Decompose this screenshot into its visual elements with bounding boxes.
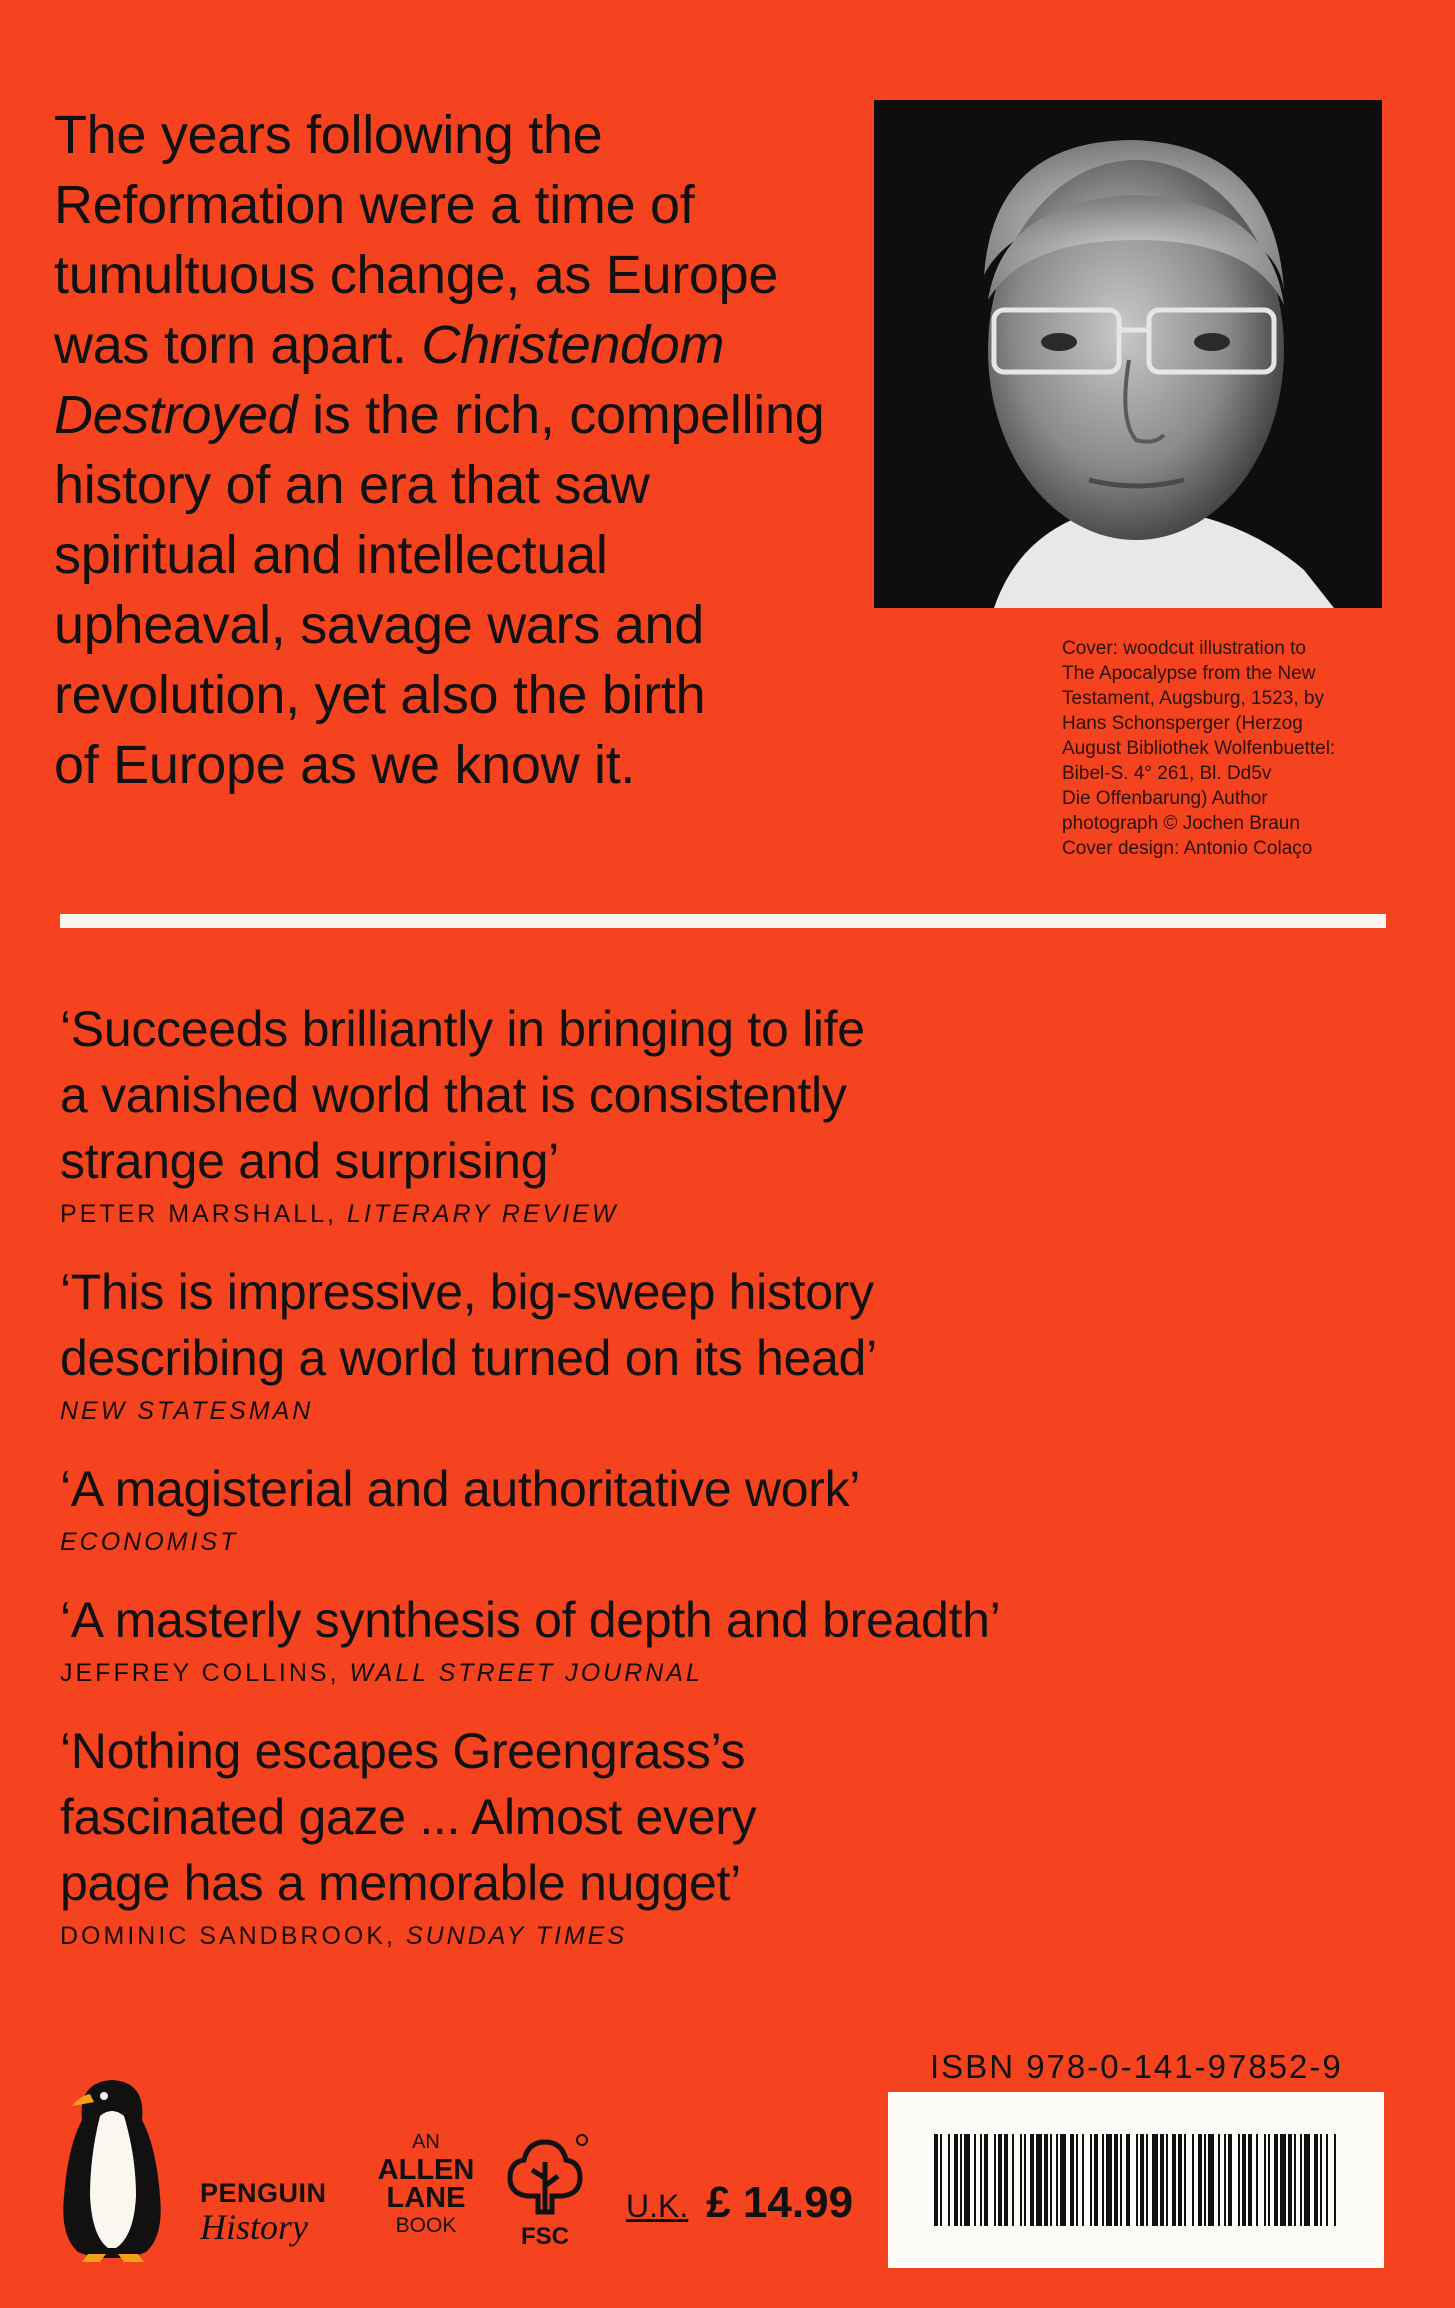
barcode-bar <box>1136 2134 1138 2226</box>
barcode-bar <box>1152 2134 1158 2226</box>
barcode-bar <box>1140 2134 1144 2226</box>
imprint-allen-lane <box>376 2128 476 2240</box>
barcode-bar <box>1056 2134 1058 2226</box>
quote-source <box>60 1659 1380 1688</box>
quote-publication: SUNDAY TIMES <box>405 1922 628 1950</box>
blurb-line: Reformation were a time of <box>54 175 695 235</box>
credit-line: August Bibliothek Wolfenbuettel: <box>1062 738 1336 759</box>
quote-line: ‘Succeeds brilliantly in bringing to life <box>60 1001 865 1057</box>
quote-author: JEFFREY COLLINS, <box>60 1659 340 1687</box>
barcode-bar <box>1050 2134 1052 2226</box>
quote-line: ‘Nothing escapes Greengrass’s <box>60 1723 746 1779</box>
blurb <box>54 100 874 800</box>
quote-line: describing a world turned on its head’ <box>60 1330 877 1386</box>
imprint-penguin: PENGUIN <box>200 2178 327 2208</box>
review-quotes <box>60 996 1380 1981</box>
barcode-bar <box>1172 2134 1176 2226</box>
barcode-bar <box>1030 2134 1034 2226</box>
blurb-line: history of an era that saw <box>54 455 650 515</box>
barcode-bar <box>954 2134 958 2226</box>
quote-author: PETER MARSHALL, <box>60 1200 338 1228</box>
barcode-bar <box>934 2134 938 2226</box>
blurb-line: of Europe as we know it. <box>54 735 636 795</box>
blurb-line: spiritual and intellectual <box>54 525 608 585</box>
barcode-bar <box>1264 2134 1266 2226</box>
blurb-line <box>54 380 874 450</box>
blurb-text: was torn apart. <box>54 315 407 375</box>
price-amount: £ 14.99 <box>706 2178 854 2227</box>
barcode-box <box>888 2092 1384 2268</box>
book-title-part: Destroyed <box>54 385 298 445</box>
barcode-bar <box>964 2134 970 2226</box>
barcode-bar <box>994 2134 996 2226</box>
isbn-label: ISBN 978-0-141-97852-9 <box>930 2048 1343 2085</box>
barcode-bar <box>1208 2134 1214 2226</box>
blurb-text: is the rich, compelling <box>312 385 825 445</box>
quote-line: a vanished world that is consistently <box>60 1067 847 1123</box>
barcode-bar <box>1024 2134 1026 2226</box>
penguin-logo-icon <box>60 2076 164 2262</box>
quote-author: DOMINIC SANDBROOK, <box>60 1922 396 1950</box>
review-quote <box>60 1259 1380 1426</box>
barcode-bar <box>1060 2134 1066 2226</box>
blurb-line: The years following the <box>54 105 603 165</box>
credit-line: Cover design: Antonio Colaço <box>1062 838 1313 859</box>
barcode-bar <box>1288 2134 1292 2226</box>
barcode-bar <box>1020 2134 1022 2226</box>
barcode-bar <box>1248 2134 1252 2226</box>
barcode-bar <box>980 2134 982 2226</box>
quote-line: ‘A masterly synthesis of depth and breadth’ <box>60 1592 1001 1648</box>
barcode-bar <box>1224 2134 1226 2226</box>
barcode-bar <box>1166 2134 1168 2226</box>
barcode-bar <box>1094 2134 1098 2226</box>
barcode-bar <box>960 2134 962 2226</box>
barcode-bar <box>1114 2134 1118 2226</box>
barcode-bar <box>1082 2134 1084 2226</box>
quote-source <box>60 1397 1380 1426</box>
quote-line: ‘This is impressive, big-sweep history <box>60 1264 874 1320</box>
barcode-bar <box>1004 2134 1008 2226</box>
price-region: U.K. <box>626 2188 689 2224</box>
barcode-bar <box>1304 2134 1310 2226</box>
fsc-label: FSC <box>521 2223 569 2250</box>
barcode-bar <box>1300 2134 1302 2226</box>
barcode-bar <box>1280 2134 1286 2226</box>
blurb-line: revolution, yet also the birth <box>54 665 706 725</box>
barcode-bar <box>1334 2134 1336 2226</box>
barcode-bar <box>1106 2134 1112 2226</box>
credit-line: Testament, Augsburg, 1523, by <box>1062 688 1324 709</box>
barcode-bar <box>1268 2134 1270 2226</box>
barcode-bar <box>1120 2134 1122 2226</box>
quote-publication: LITERARY REVIEW <box>346 1200 619 1228</box>
barcode-bar <box>1198 2134 1202 2226</box>
quote-line: page has a memorable nugget’ <box>60 1855 741 1911</box>
allen-line: ALLEN <box>377 2154 475 2186</box>
quote-publication: ECONOMIST <box>60 1528 239 1556</box>
quote-line: fascinated gaze ... Almost every <box>60 1789 757 1845</box>
barcode-bar <box>1178 2134 1182 2226</box>
credit-line: Cover: woodcut illustration to <box>1062 638 1306 659</box>
quote-source <box>60 1922 1380 1951</box>
cover-credits <box>1062 636 1402 861</box>
barcode-bar <box>974 2134 976 2226</box>
barcode-bar <box>1044 2134 1048 2226</box>
barcode-bar <box>1184 2134 1186 2226</box>
barcode-bar <box>1036 2134 1042 2226</box>
review-quote <box>60 1587 1380 1688</box>
book-title-part: Christendom <box>421 315 725 375</box>
barcode-bar <box>1070 2134 1074 2226</box>
credit-line: Hans Schonsperger (Herzog <box>1062 713 1303 734</box>
barcode-bar <box>1238 2134 1240 2226</box>
barcode-bar <box>940 2134 942 2226</box>
barcode-bar <box>1274 2134 1278 2226</box>
quote-source <box>60 1528 1380 1557</box>
credit-line: Die Offenbarung) Author <box>1062 788 1268 809</box>
barcode-bar <box>1160 2134 1164 2226</box>
credit-line: Bibel-S. 4° 261, Bl. Dd5v <box>1062 763 1272 784</box>
barcode-bar <box>1256 2134 1258 2226</box>
barcode-bar <box>1326 2134 1328 2226</box>
quote-source <box>60 1200 1380 1229</box>
barcode-bar <box>1218 2134 1220 2226</box>
barcode-bar <box>984 2134 988 2226</box>
barcode-bar <box>1102 2134 1104 2226</box>
allen-line: BOOK <box>395 2214 457 2237</box>
barcode-bar <box>1012 2134 1014 2226</box>
blurb-line: upheaval, savage wars and <box>54 595 704 655</box>
barcode-bar <box>1294 2134 1296 2226</box>
barcode-bar <box>1076 2134 1078 2226</box>
credit-line: photograph © Jochen Braun <box>1062 813 1300 834</box>
blurb-line: tumultuous change, as Europe <box>54 245 779 305</box>
divider <box>60 914 1386 928</box>
barcode-bar <box>1126 2134 1130 2226</box>
review-quote <box>60 996 1380 1229</box>
barcode-bar <box>1090 2134 1092 2226</box>
barcode-bar <box>1204 2134 1206 2226</box>
quote-line: strange and surprising’ <box>60 1133 559 1189</box>
barcode-bar <box>948 2134 950 2226</box>
quote-line: ‘A magisterial and authoritative work’ <box>60 1461 861 1517</box>
barcode-bar <box>1146 2134 1148 2226</box>
barcode-bar <box>1228 2134 1232 2226</box>
allen-line: LANE <box>386 2182 466 2214</box>
barcode-bar <box>1192 2134 1194 2226</box>
imprint-history: History <box>200 2207 308 2247</box>
barcode-bar <box>1320 2134 1322 2226</box>
review-quote <box>60 1456 1380 1557</box>
fsc-tree-icon <box>500 2132 590 2252</box>
imprint-penguin-history <box>200 2178 360 2245</box>
review-quote <box>60 1718 1380 1951</box>
barcode-bar <box>1242 2134 1246 2226</box>
quote-publication: WALL STREET JOURNAL <box>349 1659 703 1687</box>
price <box>626 2178 853 2228</box>
credit-line: The Apocalypse from the New <box>1062 663 1316 684</box>
barcode-bar <box>998 2134 1002 2226</box>
allen-line: AN <box>412 2131 440 2153</box>
author-photo <box>874 100 1382 608</box>
barcode-icon <box>934 2134 1338 2226</box>
blurb-line <box>54 310 874 380</box>
barcode-bar <box>1314 2134 1318 2226</box>
quote-publication: NEW STATESMAN <box>60 1397 314 1425</box>
